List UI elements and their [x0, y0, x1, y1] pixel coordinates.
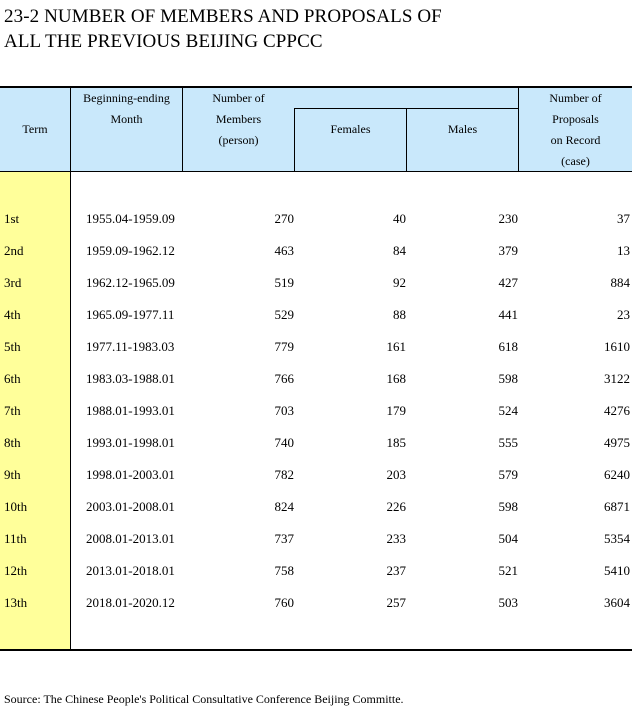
cell-proposals: 23: [617, 307, 630, 322]
cell-members: 758: [274, 563, 294, 578]
header-members-line-1: Number of: [212, 91, 265, 105]
header-members-line-2: Members: [215, 112, 262, 126]
cell-term: 13th: [4, 595, 28, 610]
cell-males: 441: [498, 307, 518, 322]
table-row: [0, 587, 632, 619]
cell-females: 226: [386, 499, 406, 514]
header-members: [183, 88, 294, 151]
cell-proposals: 3122: [604, 371, 630, 386]
header-subdivider: [294, 108, 518, 109]
cell-term: 8th: [4, 435, 21, 450]
cell-month: 1955.04-1959.09: [86, 211, 175, 226]
cell-month: 2003.01-2008.01: [86, 499, 175, 514]
cell-term: 6th: [4, 371, 21, 386]
title-line-1: 23-2 NUMBER OF MEMBERS AND PROPOSALS OF: [4, 6, 442, 27]
cell-females: 179: [386, 403, 406, 418]
cell-proposals: 4276: [604, 403, 630, 418]
cell-females: 161: [386, 339, 406, 354]
cell-proposals: 6240: [604, 467, 630, 482]
cell-females: 168: [386, 371, 406, 386]
cell-males: 504: [498, 531, 518, 546]
cell-proposals: 13: [617, 243, 630, 258]
cell-females: 88: [393, 307, 406, 322]
cell-proposals: 4975: [604, 435, 630, 450]
table-row: [0, 299, 632, 331]
table-bottom-rule: [0, 649, 632, 651]
header-members-line-3: (person): [218, 133, 259, 147]
header-month: [71, 88, 182, 130]
cell-proposals: 37: [617, 211, 630, 226]
cell-females: 257: [386, 595, 406, 610]
cell-males: 598: [498, 499, 518, 514]
cell-females: 40: [393, 211, 406, 226]
cell-members: 270: [274, 211, 294, 226]
cell-proposals: 1610: [604, 339, 630, 354]
cell-members: 529: [274, 307, 294, 322]
header-term: Term: [22, 122, 48, 136]
source-note: Source: The Chinese People's Political Consultative Conference Beijing Committe.: [4, 692, 404, 706]
cell-females: 185: [386, 435, 406, 450]
table-row: [0, 459, 632, 491]
cell-term: 9th: [4, 467, 21, 482]
cell-males: 524: [498, 403, 518, 418]
cell-month: 1962.12-1965.09: [86, 275, 175, 290]
table-row: [0, 267, 632, 299]
cell-members: 703: [274, 403, 294, 418]
header-proposals-line-4: (case): [561, 154, 590, 168]
cell-term: 11th: [4, 531, 27, 546]
cell-males: 503: [498, 595, 518, 610]
table-row: [0, 395, 632, 427]
table-row: [0, 331, 632, 363]
cell-month: 1998.01-2003.01: [86, 467, 175, 482]
cell-males: 379: [498, 243, 518, 258]
cell-proposals: 3604: [604, 595, 630, 610]
header-females: Females: [330, 122, 371, 136]
cell-month: 1977.11-1983.03: [86, 339, 175, 354]
cell-term: 10th: [4, 499, 28, 514]
cell-males: 427: [498, 275, 518, 290]
cell-males: 618: [498, 339, 518, 354]
cell-members: 760: [274, 595, 294, 610]
cell-males: 521: [498, 563, 518, 578]
cell-term: 4th: [4, 307, 21, 322]
cell-term: 5th: [4, 339, 21, 354]
cell-females: 233: [386, 531, 406, 546]
header-proposals-line-1: Number of: [549, 91, 602, 105]
cell-month: 1959.09-1962.12: [86, 243, 175, 258]
cell-month: 2018.01-2020.12: [86, 595, 175, 610]
cell-proposals: 5410: [604, 563, 630, 578]
cell-term: 7th: [4, 403, 21, 418]
table-row: [0, 555, 632, 587]
table-row: [0, 235, 632, 267]
table-row: [0, 203, 632, 235]
cell-females: 237: [386, 563, 406, 578]
cell-members: 463: [274, 243, 294, 258]
cell-males: 555: [498, 435, 518, 450]
cell-females: 92: [393, 275, 406, 290]
cell-month: 2013.01-2018.01: [86, 563, 175, 578]
cell-proposals: 6871: [604, 499, 630, 514]
cell-members: 519: [274, 275, 294, 290]
cell-month: 1983.03-1988.01: [86, 371, 175, 386]
cell-members: 766: [274, 371, 294, 386]
cell-month: 1993.01-1998.01: [86, 435, 175, 450]
cell-proposals: 884: [610, 275, 630, 290]
header-proposals-line-3: on Record: [550, 133, 601, 147]
cell-members: 737: [274, 531, 294, 546]
cell-males: 230: [498, 211, 518, 226]
cell-term: 2nd: [4, 243, 24, 258]
cell-members: 782: [274, 467, 294, 482]
cell-term: 3rd: [4, 275, 22, 290]
cell-members: 779: [274, 339, 294, 354]
page-title: [4, 4, 442, 54]
table-row: [0, 427, 632, 459]
cell-members: 824: [274, 499, 294, 514]
members-proposals-table: [0, 86, 632, 652]
cell-term: 12th: [4, 563, 28, 578]
cell-month: 1988.01-1993.01: [86, 403, 175, 418]
cell-members: 740: [274, 435, 294, 450]
header-proposals-line-2: Proposals: [552, 112, 599, 126]
header-proposals: [519, 88, 632, 172]
cell-males: 598: [498, 371, 518, 386]
table-row: [0, 363, 632, 395]
table-row: [0, 523, 632, 555]
header-month-line-1: Beginning-ending: [83, 91, 170, 105]
header-males: Males: [447, 122, 478, 136]
cell-females: 203: [386, 467, 406, 482]
table-row: [0, 491, 632, 523]
header-month-line-2: Month: [110, 112, 143, 126]
cell-proposals: 5354: [604, 531, 630, 546]
cell-month: 1965.09-1977.11: [86, 307, 175, 322]
cell-females: 84: [393, 243, 406, 258]
title-line-2: ALL THE PREVIOUS BEIJING CPPCC: [4, 31, 323, 52]
cell-term: 1st: [4, 211, 20, 226]
cell-males: 579: [498, 467, 518, 482]
cell-month: 2008.01-2013.01: [86, 531, 175, 546]
